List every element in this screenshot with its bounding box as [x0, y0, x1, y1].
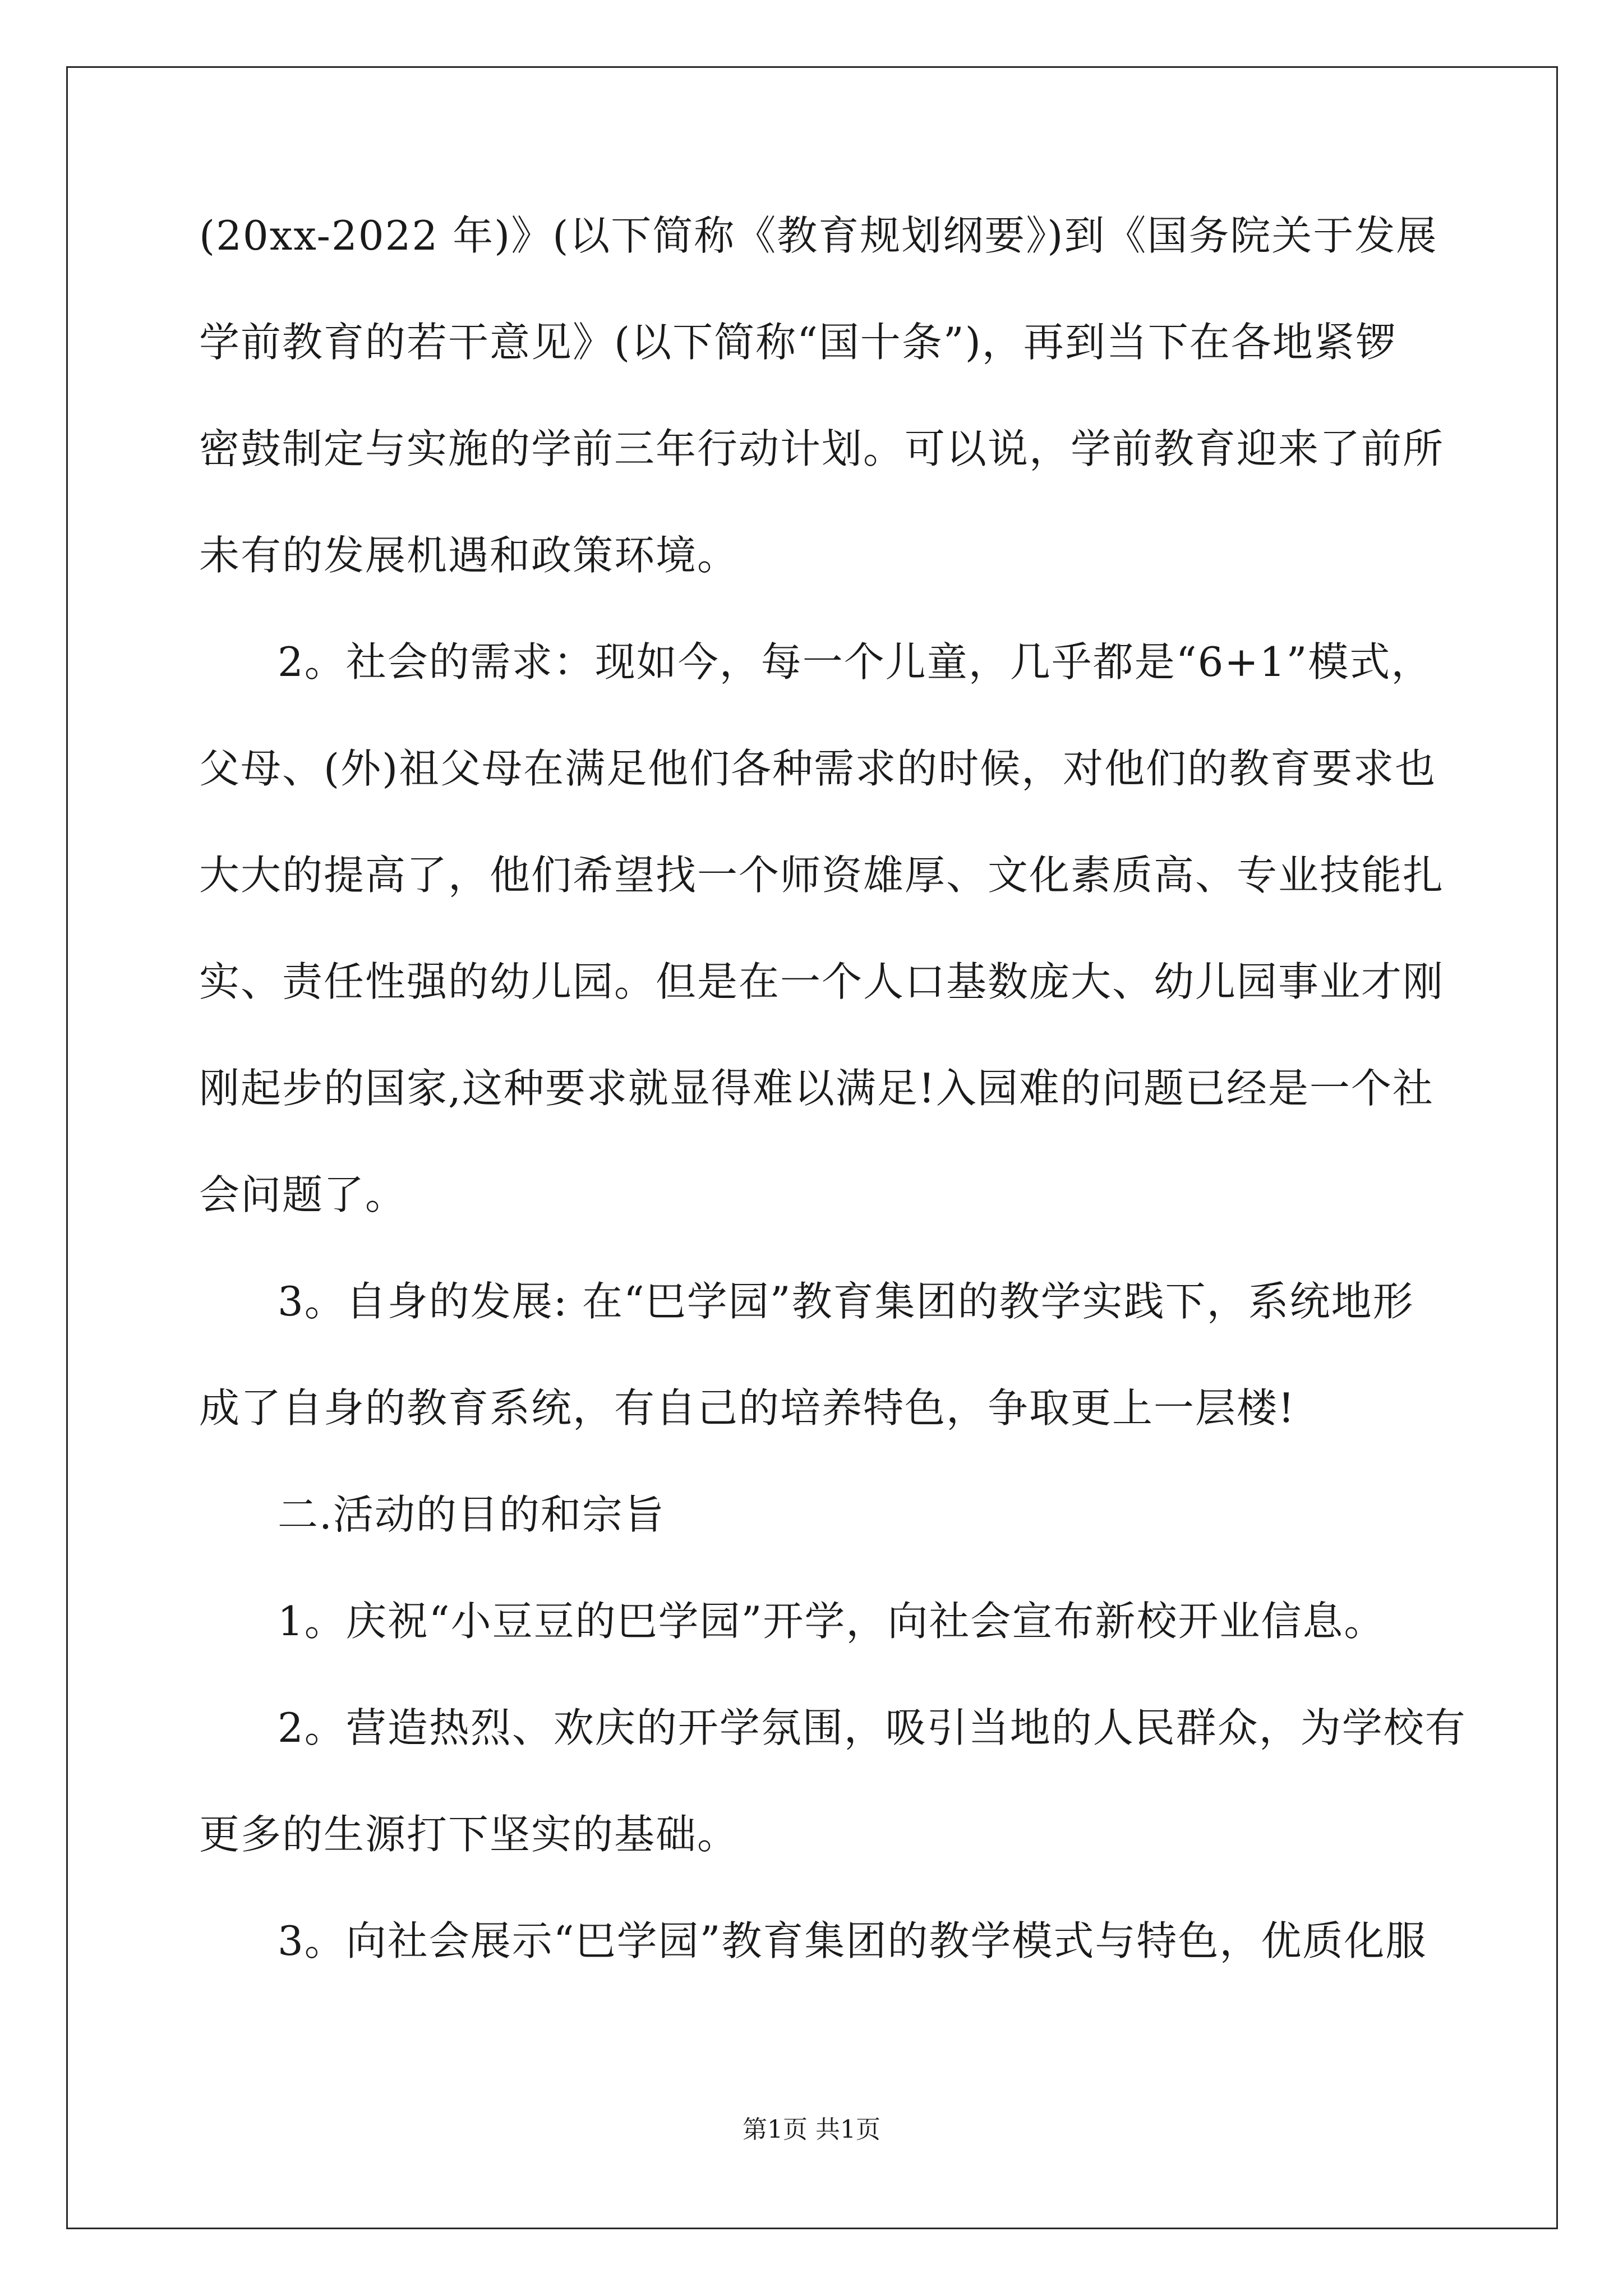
paragraph-first-line: 1。庆祝“小豆豆的巴学园”开学，向社会宣布新校开业信息。 [278, 1598, 1386, 1645]
text-line: 更多的生源打下坚实的基础。 [199, 1811, 739, 1858]
text-line: 父母、(外)祖父母在满足他们各种需求的时候，对他们的教育要求也 [199, 745, 1437, 792]
text-line: 刚起步的国家,这种要求就显得难以满足!入园难的问题已经是一个社 [199, 1065, 1434, 1112]
section-heading: 二.活动的目的和宗旨 [278, 1491, 665, 1538]
page-border [66, 66, 1558, 2229]
text-line: 会问题了。 [199, 1171, 407, 1218]
text-line: (20xx-2022 年)》(以下简称《教育规划纲要》)到《国务院关于发展 [199, 212, 1438, 259]
text-line: 未有的发展机遇和政策环境。 [199, 532, 739, 579]
paragraph-first-line: 2。营造热烈、欢庆的开学氛围，吸引当地的人民群众，为学校有 [278, 1704, 1467, 1751]
paragraph-first-line: 2。社会的需求：现如今，每一个儿童，几乎都是“6+1”模式， [278, 638, 1433, 685]
text-line: 实、责任性强的幼儿园。但是在一个人口基数庞大、幼儿园事业才刚 [199, 958, 1445, 1005]
text-line: 大大的提高了，他们希望找一个师资雄厚、文化素质高、专业技能扎 [199, 852, 1445, 899]
page-footer: 第1页 共1页 [743, 2115, 880, 2144]
text-line: 成了自身的教育系统，有自己的培养特色，争取更上一层楼! [199, 1384, 1295, 1432]
text-line: 学前教育的若干意见》(以下简称“国十条”)，再到当下在各地紧锣 [199, 319, 1397, 366]
text-line: 密鼓制定与实施的学前三年行动计划。可以说，学前教育迎来了前所 [199, 425, 1445, 472]
paragraph-first-line: 3。向社会展示“巴学园”教育集团的教学模式与特色，优质化服 [278, 1917, 1427, 1964]
paragraph-first-line: 3。自身的发展: 在“巴学园”教育集团的教学实践下，系统地形 [278, 1278, 1414, 1325]
